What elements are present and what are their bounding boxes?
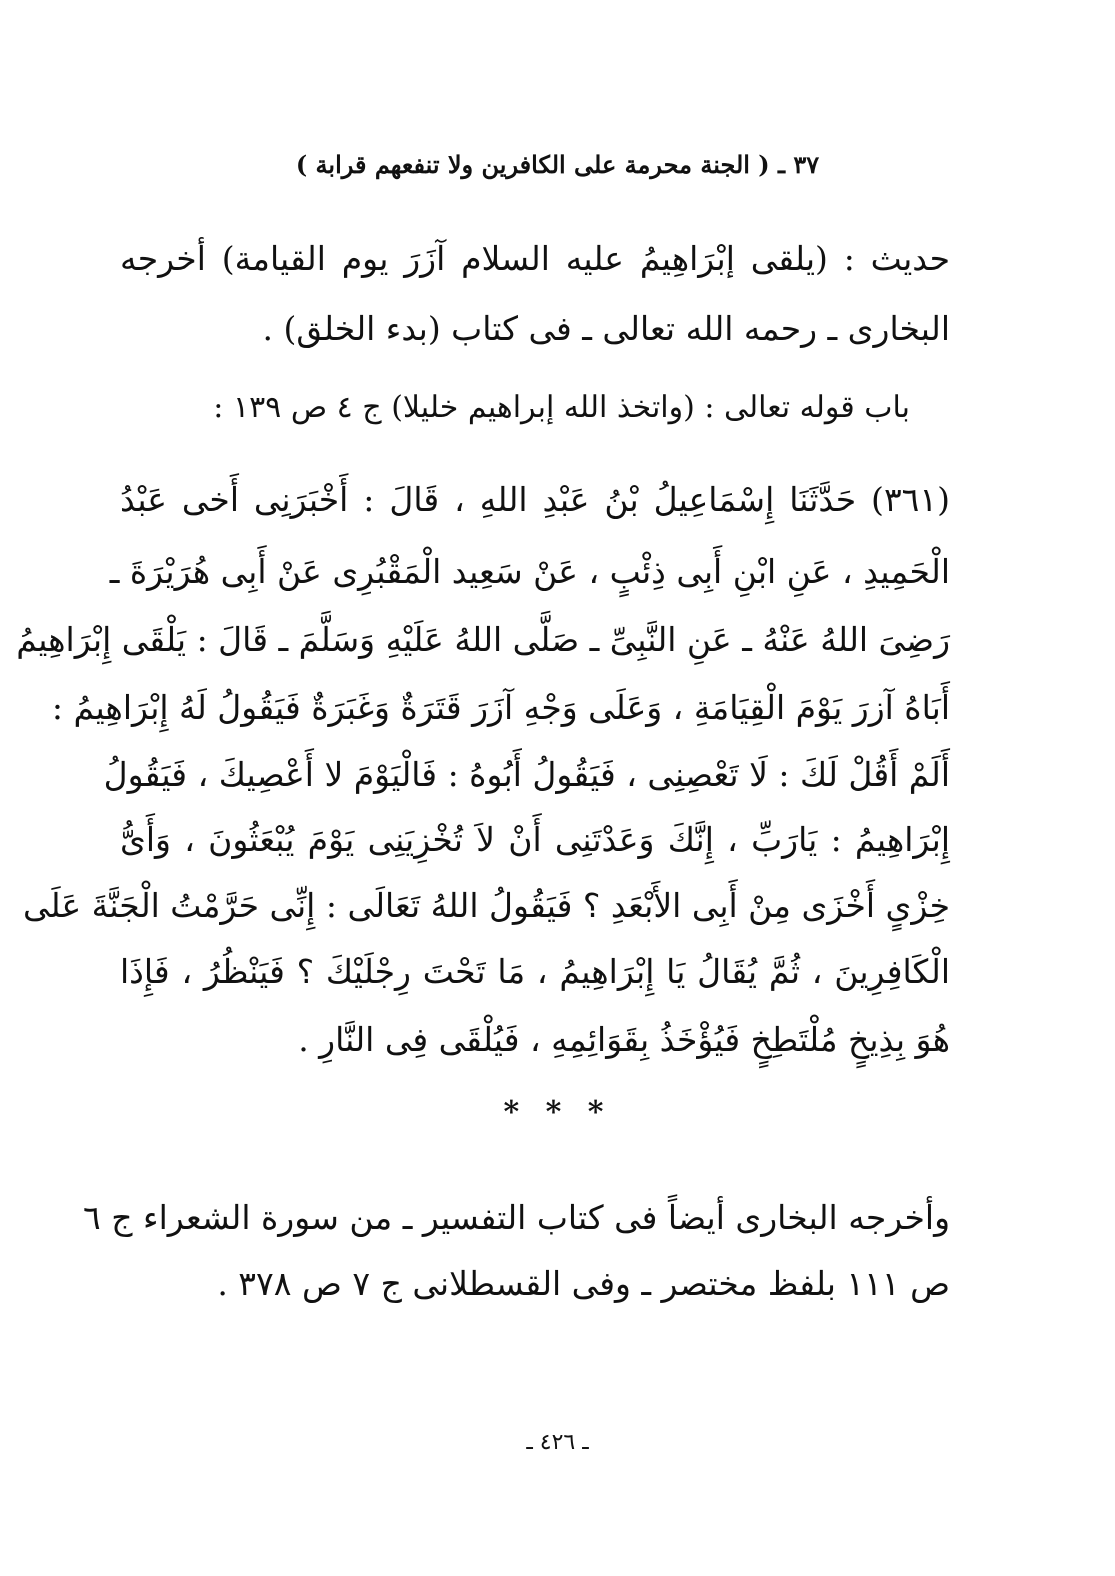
page-number: ـ ٤٢٦ ـ bbox=[526, 1430, 589, 1455]
hadith-line-4: أَبَاهُ آزرَ يَوْمَ الْقِيَامَةِ ، وَعَلَى وَجْهِ آزَرَ قَتَرَةٌ وَغَبَرَةٌ فَيَقُولُ لَهُ إِبْرَاهِيمُ : bbox=[51, 688, 950, 727]
intro-line-1: حديث : (يلقى إبْرَاهِيمُ عليه السلام آزَرَ يوم القيامة) أخرجه bbox=[120, 239, 950, 278]
hadith-line-1: (٣٦١) حَدَّثَنَا إِسْمَاعِيلُ بْنُ عَبْدِ اللهِ ، قَالَ : أَخْبَرَنِى أَخى عَبْدُ bbox=[120, 480, 950, 519]
footer-line-1: وأخرجه البخارى أيضاً فى كتاب التفسير ـ من سورة الشعراء ج ٦ bbox=[83, 1198, 950, 1237]
chapter-heading: ٣٧ ـ ( الجنة محرمة على الكافرين ولا تنفعهم قرابة ) bbox=[295, 150, 820, 179]
hadith-line-9: هُوَ بِذِيخٍ مُلْتَطِخٍ فَيُؤْخَذُ بِقَوَائِمِهِ ، فَيُلْقَى فِى النَّارِ . bbox=[298, 1020, 950, 1059]
hadith-line-6: إِبْرَاهِيمُ : يَارَبِّ ، إِنَّكَ وَعَدْتَنِى أَنْ لاَ تُخْزِيَنِى يَوْمَ يُبْعَثُونَ ، وَأَىُّ bbox=[120, 820, 950, 859]
hadith-line-2: الْحَمِيدِ ، عَنِ ابْنِ أَبِى ذِئْبٍ ، عَنْ سَعِيد الْمَقْبُرِى عَنْ أَبِى هُرَيْرَةَ ـ bbox=[109, 552, 950, 591]
section-separator: * * * bbox=[503, 1095, 612, 1130]
hadith-line-3: رَضِىَ اللهُ عَنْهُ ـ عَنِ النَّبِىِّ ـ صَلَّى اللهُ عَلَيْهِ وَسَلَّمَ ـ قَالَ : يَلْقَى إِبْرَاهِيمُ bbox=[16, 620, 950, 659]
hadith-line-5: أَلَمْ أَقُلْ لَكَ : لَا تَعْصِنِى ، فَيَقُولُ أَبُوهُ : فَالْيَوْمَ لا أَعْصِيكَ ، فَيَقُولُ bbox=[103, 755, 950, 794]
hadith-line-7: خِزْىٍ أَخْزَى مِنْ أَبِى الأَبْعَدِ ؟ فَيَقُولُ اللهُ تَعَالَى : إِنِّى حَرَّمْتُ الْجَنَّةَ عَلَى bbox=[23, 886, 950, 925]
intro-line-2: البخارى ـ رحمه الله تعالى ـ فى كتاب (بدء الخلق) . bbox=[262, 309, 950, 348]
hadith-line-8: الْكَافِرِينَ ، ثُمَّ يُقَالُ يَا إِبْرَاهِيمُ ، مَا تَحْتَ رِجْلَيْكَ ؟ فَيَنْظُرُ ، فَإِذَا bbox=[120, 952, 950, 991]
bab-heading: باب قوله تعالى : (واتخذ الله إبراهيم خليلا) ج ٤ ص ١٣٩ : bbox=[213, 390, 910, 425]
footer-line-2: ص ١١١ بلفظ مختصر ـ وفى القسطلانى ج ٧ ص ٣٧٨ . bbox=[217, 1264, 950, 1303]
